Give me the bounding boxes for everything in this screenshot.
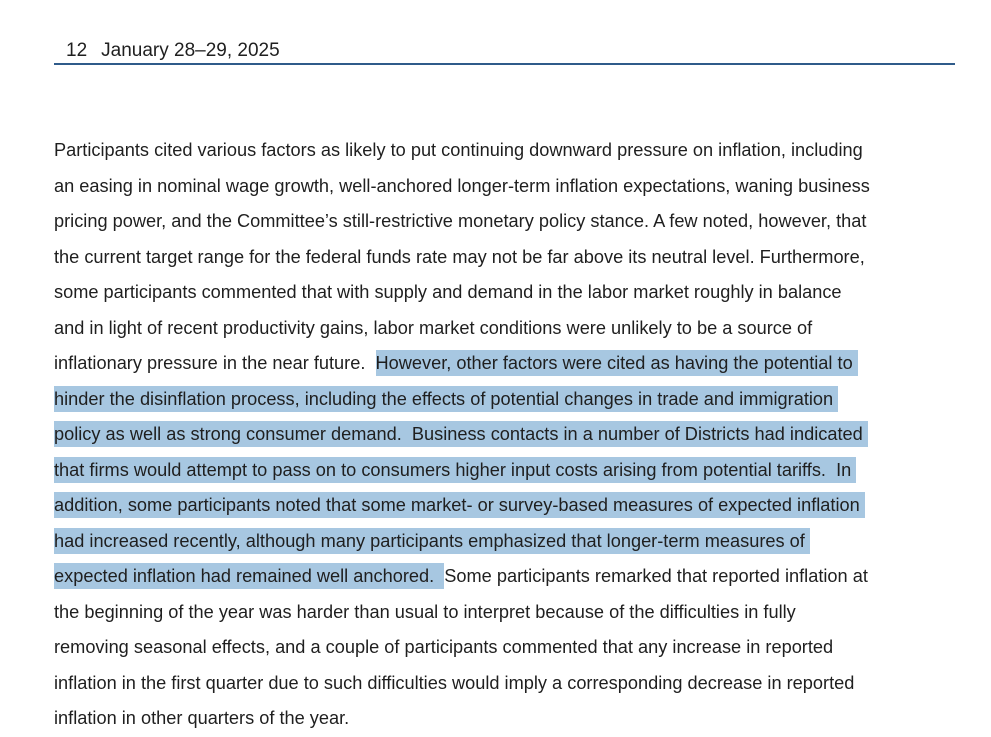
text-line xyxy=(54,488,964,524)
text-line xyxy=(54,701,964,737)
line-text: Some participants remarked that reported inflation at xyxy=(444,566,868,586)
highlighted-selection[interactable]: However, other factors were cited as having the potential to xyxy=(376,350,858,376)
highlighted-selection[interactable]: addition, some participants noted that some market- or survey-based measures of expected inflation xyxy=(54,492,865,518)
highlighted-selection[interactable]: expected inflation had remained well anchored. xyxy=(54,563,444,589)
text-line xyxy=(54,453,964,489)
highlighted-selection[interactable]: that firms would attempt to pass on to consumers higher input costs arising from potential tariffs. In xyxy=(54,457,856,483)
text-line xyxy=(54,133,964,169)
text-line xyxy=(54,595,964,631)
text-line xyxy=(54,417,964,453)
text-line xyxy=(54,666,964,702)
text-line xyxy=(54,311,964,347)
text-line xyxy=(54,524,964,560)
text-line xyxy=(54,559,964,595)
line-text: and in light of recent productivity gains, labor market conditions were unlikely to be a source of xyxy=(54,317,813,338)
line-text: removing seasonal effects, and a couple of participants commented that any increase in reported xyxy=(54,637,834,657)
line-text: the current target range for the federal funds rate may not be far above its neutral level. Furthermore, xyxy=(54,246,865,267)
text-line xyxy=(54,346,964,382)
line-text: inflation in the first quarter due to such difficulties would imply a corresponding decrease in reported xyxy=(54,672,855,693)
highlighted-selection[interactable]: policy as well as strong consumer demand. Business contacts in a number of Districts had indicated xyxy=(54,421,868,447)
text-line xyxy=(54,169,964,205)
highlighted-selection[interactable]: hinder the disinflation process, including the effects of potential changes in trade and immigration xyxy=(54,386,838,412)
highlighted-selection[interactable]: had increased recently, although many participants emphasized that longer-term measures of xyxy=(54,528,810,554)
page-number: 12 xyxy=(66,40,88,61)
line-text: the beginning of the year was harder than usual to interpret because of the difficulties in fully xyxy=(54,601,796,622)
line-text: inflation in other quarters of the year. xyxy=(54,708,350,728)
page-header xyxy=(54,38,955,65)
text-line xyxy=(54,204,964,240)
text-line xyxy=(54,240,964,276)
text-line xyxy=(54,630,964,666)
line-text: Participants cited various factors as likely to put continuing downward pressure on inflation, including xyxy=(54,140,863,160)
line-text: inflationary pressure in the near future. xyxy=(54,353,376,373)
line-text: some participants commented that with supply and demand in the labor market roughly in balance xyxy=(54,282,842,302)
line-text: pricing power, and the Committee’s still-restrictive monetary policy stance. A few noted, however, that xyxy=(54,211,867,231)
header-text xyxy=(66,40,280,62)
text-line xyxy=(54,275,964,311)
line-text: an easing in nominal wage growth, well-anchored longer-term inflation expectations, waning business xyxy=(54,175,870,196)
body-paragraph[interactable] xyxy=(54,133,964,737)
text-line xyxy=(54,382,964,418)
meeting-date: January 28–29, 2025 xyxy=(101,40,280,61)
